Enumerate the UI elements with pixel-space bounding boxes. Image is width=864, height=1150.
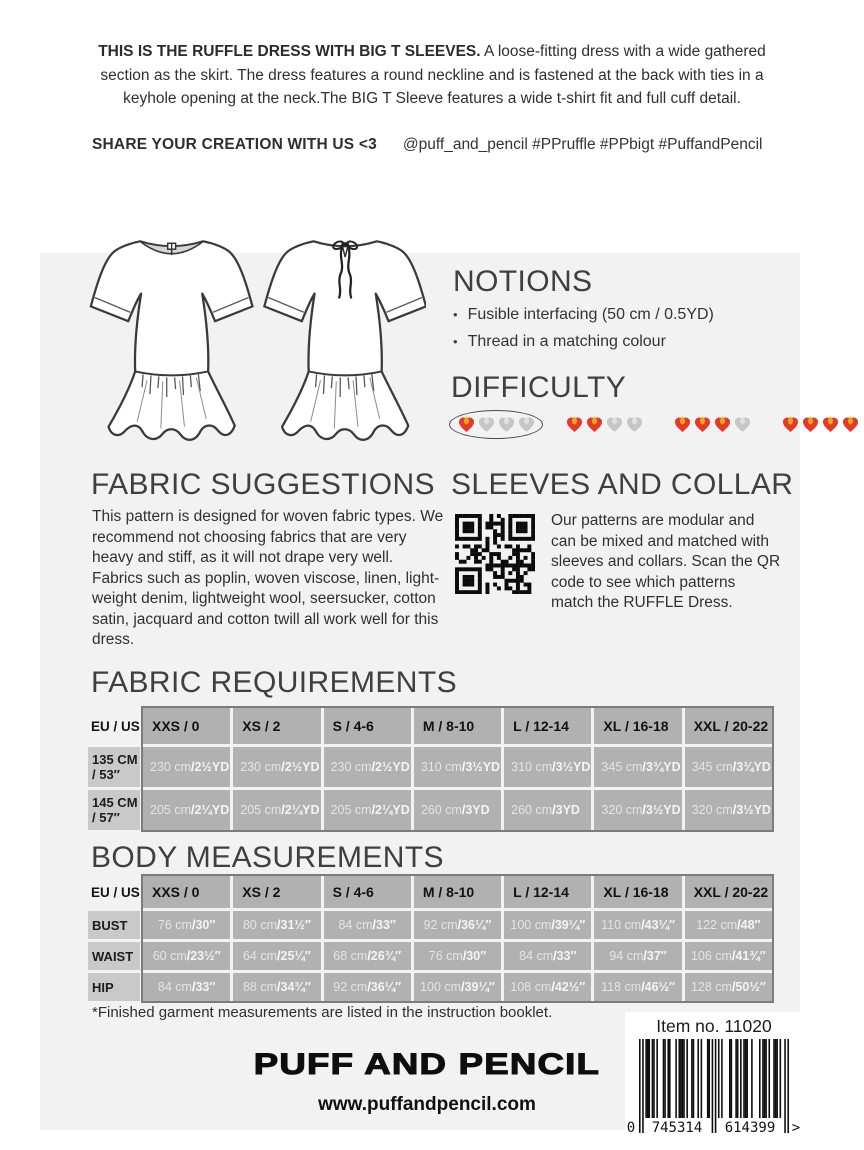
barcode-prefix-digit: 0: [626, 1120, 636, 1136]
measurement-value: 80 cm / 31½″: [233, 911, 320, 939]
heart-fire-icon-empty: [517, 415, 536, 434]
barcode-right-digits: 614399: [724, 1120, 776, 1136]
measurement-value: 60 cm / 23½″: [143, 942, 230, 970]
barcode-left-digits: 745314: [651, 1120, 703, 1136]
notion-item: [453, 306, 714, 324]
size-column-header: M / 8-10: [414, 876, 501, 908]
heart-fire-icon-filled: [801, 415, 820, 434]
intro-paragraph: [82, 40, 782, 111]
heart-fire-icon-empty: [733, 415, 752, 434]
intro-body-text: A loose-fitting dress with a wide gathered section as the skirt. The dress features a round neckline and is fastened at the back with ties in a keyhole opening at the neck.The BIG T Sleeve features a wide t-shirt fit and full cuff detail.: [100, 43, 766, 107]
measurement-value: 345 cm / 3¾YD: [685, 747, 772, 787]
sleeves-collar-title: SLEEVES AND COLLAR: [451, 468, 794, 501]
heart-fire-icon-filled: [457, 415, 476, 434]
notions-title: NOTIONS: [453, 265, 593, 298]
fabric-suggestions-title: FABRIC SUGGESTIONS: [91, 468, 435, 501]
measurement-value: 76 cm / 30″: [414, 942, 501, 970]
measurement-value: 345 cm / 3¾YD: [594, 747, 681, 787]
heart-fire-icon-filled: [673, 415, 692, 434]
share-line: [92, 136, 792, 154]
heart-fire-icon-filled: [713, 415, 732, 434]
table-corner-label: EU / US: [91, 718, 140, 734]
bullet-icon: •: [453, 307, 458, 322]
size-column-header: XXS / 0: [143, 708, 230, 744]
heart-fire-icon-filled: [841, 415, 860, 434]
barcode-arrow: >: [791, 1120, 801, 1136]
measurement-value: 108 cm / 42½″: [504, 973, 591, 1001]
measurement-value: 84 cm / 33″: [504, 942, 591, 970]
dress-front-illustration: [91, 241, 253, 439]
difficulty-rating: [449, 410, 864, 439]
measurement-value: 230 cm / 2½YD: [324, 747, 411, 787]
heart-fire-icon-empty: [625, 415, 644, 434]
fabric-requirements-title: FABRIC REQUIREMENTS: [91, 666, 457, 699]
size-column-header: M / 8-10: [414, 708, 501, 744]
heart-fire-icon-empty: [605, 415, 624, 434]
size-column-header: S / 4-6: [324, 876, 411, 908]
difficulty-title: DIFFICULTY: [451, 371, 627, 404]
measurement-value: 88 cm / 34¾″: [233, 973, 320, 1001]
measurement-value: 94 cm / 37″: [594, 942, 681, 970]
measurement-value: 76 cm / 30″: [143, 911, 230, 939]
measurement-value: 118 cm / 46½″: [594, 973, 681, 1001]
fabric-suggestions-text: This pattern is designed for woven fabric types. We recommend not choosing fabrics that are very heavy and stiff, as it will not drape very well. Fabrics such as poplin, woven viscose, linen, light-weight denim, lightweight wool, seersucker, cotton satin, jacquard and cotton twill all work well for this dress.: [92, 508, 444, 648]
heart-fire-icon-empty: [497, 415, 516, 434]
intro-bold-text: THIS IS THE RUFFLE DRESS WITH BIG T SLEEVES.: [98, 43, 481, 60]
sleeves-collar-text: Our patterns are modular and can be mixed and matched with sleeves and collars. Scan the QR code to see which patterns match the RUFFLE Dress.: [551, 512, 781, 611]
measurement-value: 100 cm / 39¼″: [504, 911, 591, 939]
dress-back-illustration: [264, 240, 426, 440]
notion-item-label: Fusible interfacing (50 cm / 0.5YD): [467, 306, 714, 323]
notion-item-label: Thread in a matching colour: [467, 333, 666, 350]
difficulty-level: [557, 410, 651, 439]
measurement-value: 205 cm / 2¼YD: [233, 790, 320, 830]
heart-fire-icon-empty: [477, 415, 496, 434]
measurement-value: 122 cm / 48″: [685, 911, 772, 939]
measurement-value: 92 cm / 36¼″: [324, 973, 411, 1001]
heart-fire-icon-filled: [693, 415, 712, 434]
table-corner-label: EU / US: [91, 884, 140, 900]
size-column-header: S / 4-6: [324, 708, 411, 744]
row-label: WAIST: [88, 942, 140, 970]
social-hashtags: @puff_and_pencil #PPruffle #PPbigt #PuffandPencil: [402, 136, 763, 153]
measurement-value: 128 cm / 50½″: [685, 973, 772, 1001]
measurement-value: 84 cm / 33″: [143, 973, 230, 1001]
difficulty-level-selected: [449, 410, 543, 439]
qr-code: [455, 514, 535, 594]
measurement-value: 230 cm / 2½YD: [143, 747, 230, 787]
difficulty-level: [665, 410, 759, 439]
size-column-header: XXL / 20-22: [685, 876, 772, 908]
row-label: HIP: [88, 973, 140, 1001]
row-label: 145 CM / 57″: [88, 790, 140, 830]
barcode: [626, 1039, 801, 1150]
row-label: 135 CM / 53″: [88, 747, 140, 787]
body-measurements-table: [88, 876, 772, 1001]
size-column-header: XL / 16-18: [594, 876, 681, 908]
measurement-value: 205 cm / 2¼YD: [324, 790, 411, 830]
measurement-value: 110 cm / 43¼″: [594, 911, 681, 939]
measurement-value: 320 cm / 3½YD: [685, 790, 772, 830]
size-column-header: XS / 2: [233, 708, 320, 744]
measurement-value: 68 cm / 26¾″: [324, 942, 411, 970]
fabric-requirements-table: [88, 708, 772, 830]
heart-fire-icon-filled: [781, 415, 800, 434]
size-column-header: XL / 16-18: [594, 708, 681, 744]
size-column-header: L / 12-14: [504, 708, 591, 744]
measurement-value: 310 cm / 3½YD: [414, 747, 501, 787]
measurement-value: 260 cm / 3YD: [414, 790, 501, 830]
size-column-header: XXS / 0: [143, 876, 230, 908]
row-label: BUST: [88, 911, 140, 939]
website-url: www.puffandpencil.com: [318, 1094, 536, 1115]
measurement-value: 310 cm / 3½YD: [504, 747, 591, 787]
size-column-header: L / 12-14: [504, 876, 591, 908]
brand-logo: PUFF AND PENCIL: [253, 1048, 601, 1081]
share-heading: SHARE YOUR CREATION WITH US <3: [92, 136, 377, 153]
heart-fire-icon-filled: [585, 415, 604, 434]
body-measurements-title: BODY MEASUREMENTS: [91, 841, 444, 874]
measurement-value: 230 cm / 2½YD: [233, 747, 320, 787]
notions-list: [453, 306, 714, 360]
heart-fire-icon-filled: [821, 415, 840, 434]
footnote: *Finished garment measurements are listed in the instruction booklet.: [92, 1004, 553, 1021]
measurement-value: 92 cm / 36¼″: [414, 911, 501, 939]
measurement-value: 320 cm / 3½YD: [594, 790, 681, 830]
measurement-value: 100 cm / 39¼″: [414, 973, 501, 1001]
bullet-icon: •: [453, 334, 458, 349]
measurement-value: 84 cm / 33″: [324, 911, 411, 939]
measurement-value: 64 cm / 25¼″: [233, 942, 320, 970]
item-number: Item no. 11020: [656, 1016, 772, 1036]
size-column-header: XS / 2: [233, 876, 320, 908]
barcode-box: [625, 1012, 803, 1150]
measurement-value: 106 cm / 41¾″: [685, 942, 772, 970]
notion-item: [453, 333, 714, 351]
size-column-header: XXL / 20-22: [685, 708, 772, 744]
dress-illustrations: [78, 218, 426, 448]
difficulty-level: [773, 410, 864, 439]
heart-fire-icon-filled: [565, 415, 584, 434]
measurement-value: 205 cm / 2¼YD: [143, 790, 230, 830]
measurement-value: 260 cm / 3YD: [504, 790, 591, 830]
